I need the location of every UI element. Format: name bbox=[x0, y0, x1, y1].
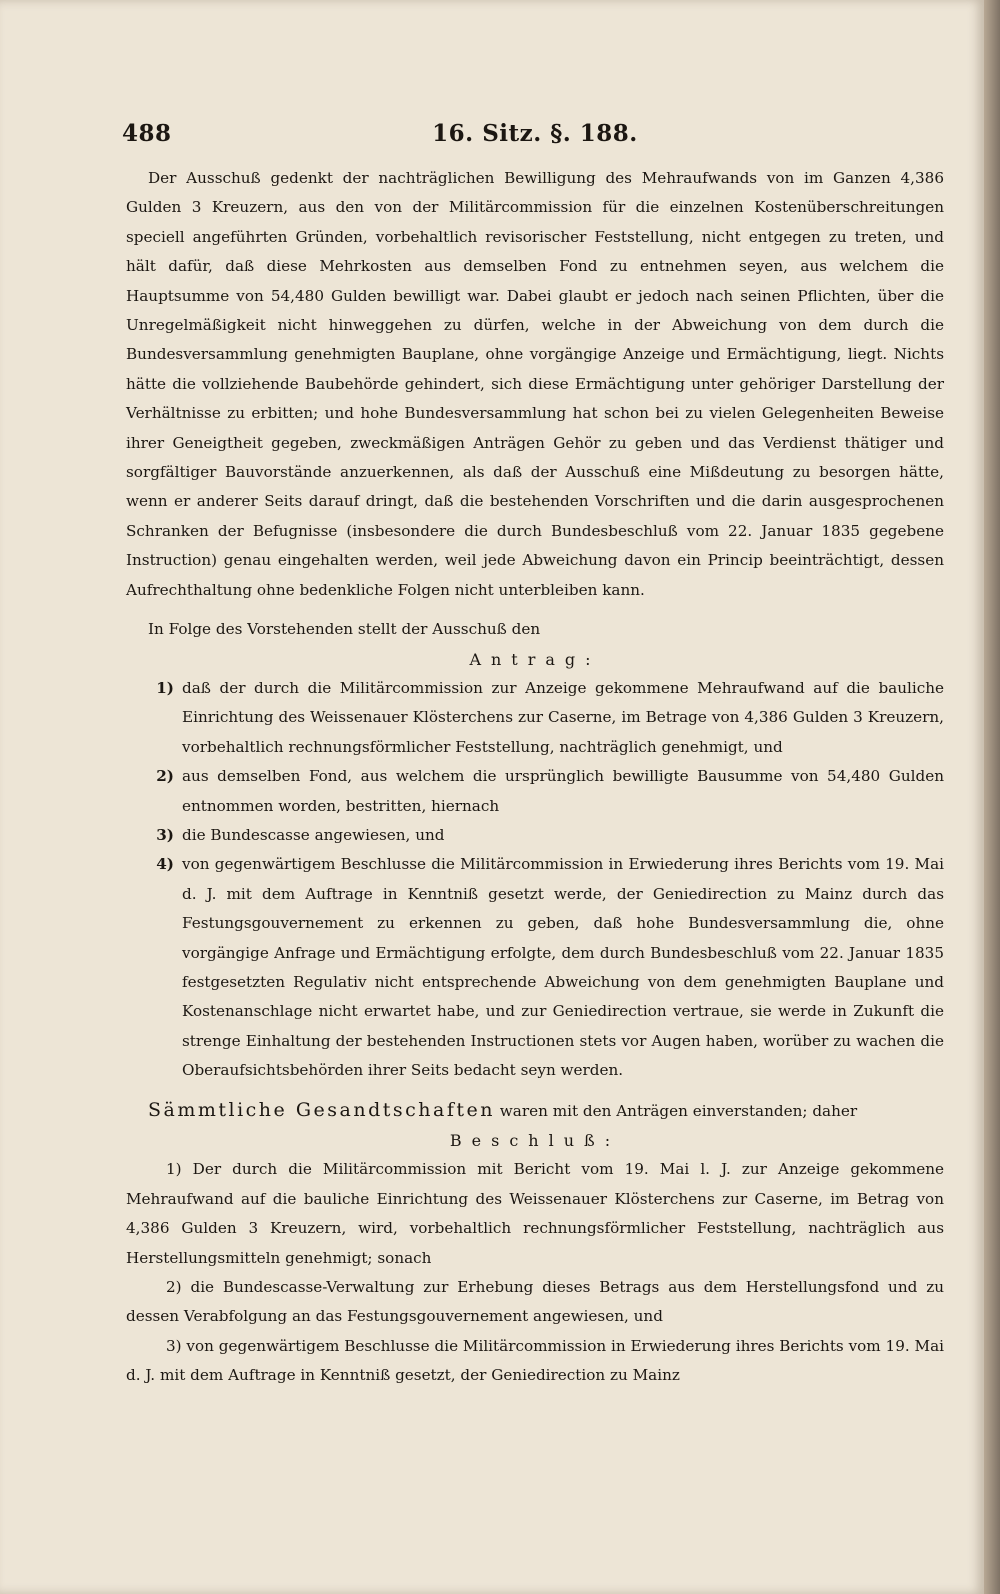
page-edge bbox=[984, 0, 1000, 1594]
motion-item-number: 2) bbox=[156, 767, 174, 786]
resolution-item: 1) Der durch die Militärcommission mit Bericht vom 19. Mai l. J. zur Anzeige gekommene Mehraufwand auf die bauliche Einrichtung des Weissenauer Klösterchens zur Caserne, im Betrag von 4,386 Gulden 3 Kreuzern, wird, vorbehaltlich rechnungsförmlicher Feststellung, nachträglich aus Herstellungsmitteln genehmigt; sonach bbox=[126, 1160, 944, 1267]
motion-item-number: 1) bbox=[156, 678, 174, 697]
running-head bbox=[122, 120, 948, 156]
consent-line bbox=[126, 1096, 944, 1126]
motion-item bbox=[126, 850, 944, 1085]
motion-item-text: die Bundescasse angewiesen, und bbox=[182, 825, 445, 844]
consent-rest: waren mit den Anträgen einverstanden; daher bbox=[494, 1101, 858, 1120]
motion-item-number: 4) bbox=[156, 855, 174, 874]
motion-heading: Antrag: bbox=[469, 649, 601, 669]
running-title: 16. Sitz. §. 188. bbox=[432, 120, 638, 147]
motion-intro: In Folge des Vorstehenden stellt der Ausschuß den bbox=[148, 620, 541, 639]
resolution-item: 3) von gegenwärtigem Beschlusse die Militärcommission in Erwiederung ihres Berichts vom 19. Mai d. J. mit dem Auftrage in Kenntniß gesetzt, der Geniedirection zu Mainz bbox=[126, 1336, 944, 1385]
consent-lead: Sämmtliche Gesandtschaften bbox=[148, 1098, 495, 1121]
motion-item-text: von gegenwärtigem Beschlusse die Militärcommission in Erwiederung ihres Berichts vom 19. Mai d. J. mit dem Auftrage in Kenntniß gesetzt werde, der Geniedirection zu Mainz durch das Festungsgouvernement zu erkennen zu geben, daß hohe Bundesversammlung die, ohne vorgängige Anfrage und Ermächtigung erfolgte, dem durch Bundesbeschluß vom 22. Januar 1835 festgesetzten Regulativ nicht entsprechende Abweichung von dem genehmigten Bauplane und Kostenanschlage nicht erwartet habe, und zur Geniedirection vertraue, sie werde in Zukunft die strenge Einhaltung der bestehenden Instructionen stets vor Augen haben, worüber zu wachen die Oberaufsichtsbehörden ihrer Seits bedacht seyn werden. bbox=[182, 855, 944, 1080]
page-number: 488 bbox=[122, 120, 172, 147]
page-body bbox=[126, 164, 944, 1391]
intro-paragraph: Der Ausschuß gedenkt der nachträglichen Bewilligung des Mehraufwands von im Ganzen 4,386 Gulden 3 Kreuzern, aus den von der Militärcommission für die einzelnen Kostenüberschreitungen speciell angeführten Gründen, vorbehaltlich revisorischer Feststellung, nicht entgegen zu treten, und hält dafür, daß diese Mehrkosten aus demselben Fond zu entnehmen seyen, aus welchem die Hauptsumme von 54,480 Gulden bewilligt war. Dabei glaubt er jedoch nach seinen Pflichten, über die Unregelmäßigkeit nicht hinweggehen zu dürfen, welche in der Abweichung von dem durch die Bundesversammlung genehmigten Bauplane, ohne vorgängige Anzeige und Ermächtigung, liegt. Nichts hätte die vollziehende Baubehörde gehindert, sich diese Ermächtigung unter gehöriger Darstellung der Verhältnisse zu erbitten; und hohe Bundesversammlung hat schon bei zu vielen Gelegenheiten Beweise ihrer Geneigtheit gegeben, zweckmäßigen Anträgen Gehör zu geben und das Verdienst thätiger und sorgfältiger Bauvorstände anzuerkennen, als daß der Ausschuß eine Mißdeutung zu besorgen hätte, wenn er anderer Seits darauf dringt, daß die bestehenden Vorschriften und die darin ausgesprochenen Schranken der Befugnisse (insbesondere die durch Bundesbeschluß vom 22. Januar 1835 gegebene Instruction) genau eingehalten werden, weil jede Abweichung davon ein Princip beeinträchtigt, dessen Aufrechthaltung ohne bedenkliche Folgen nicht unterbleiben kann. bbox=[126, 169, 944, 599]
motion-item-number: 3) bbox=[156, 825, 174, 844]
motion-item-text: daß der durch die Militärcommission zur Anzeige gekommene Mehraufwand auf die bauliche Einrichtung des Weissenauer Klösterchens zur Caserne, im Betrage von 4,386 Gulden 3 Kreuzern, vorbehaltlich rechnungsförmlicher Feststellung, nachträglich genehmigt, und bbox=[182, 678, 944, 756]
resolution-list bbox=[126, 1155, 944, 1390]
resolution-item: 2) die Bundescasse-Verwaltung zur Erhebung dieses Betrags aus dem Herstellungsfond und zu dessen Verabfolgung an das Festungsgouvernement angewiesen, und bbox=[126, 1278, 944, 1326]
motion-item bbox=[126, 762, 944, 821]
motion-item bbox=[126, 821, 944, 850]
resolution-heading: Beschluß: bbox=[449, 1131, 621, 1150]
motion-item-text: aus demselben Fond, aus welchem die ursprünglich bewilligte Bausumme von 54,480 Gulden entnommen worden, bestritten, hiernach bbox=[182, 767, 944, 815]
motion-item bbox=[126, 674, 944, 762]
